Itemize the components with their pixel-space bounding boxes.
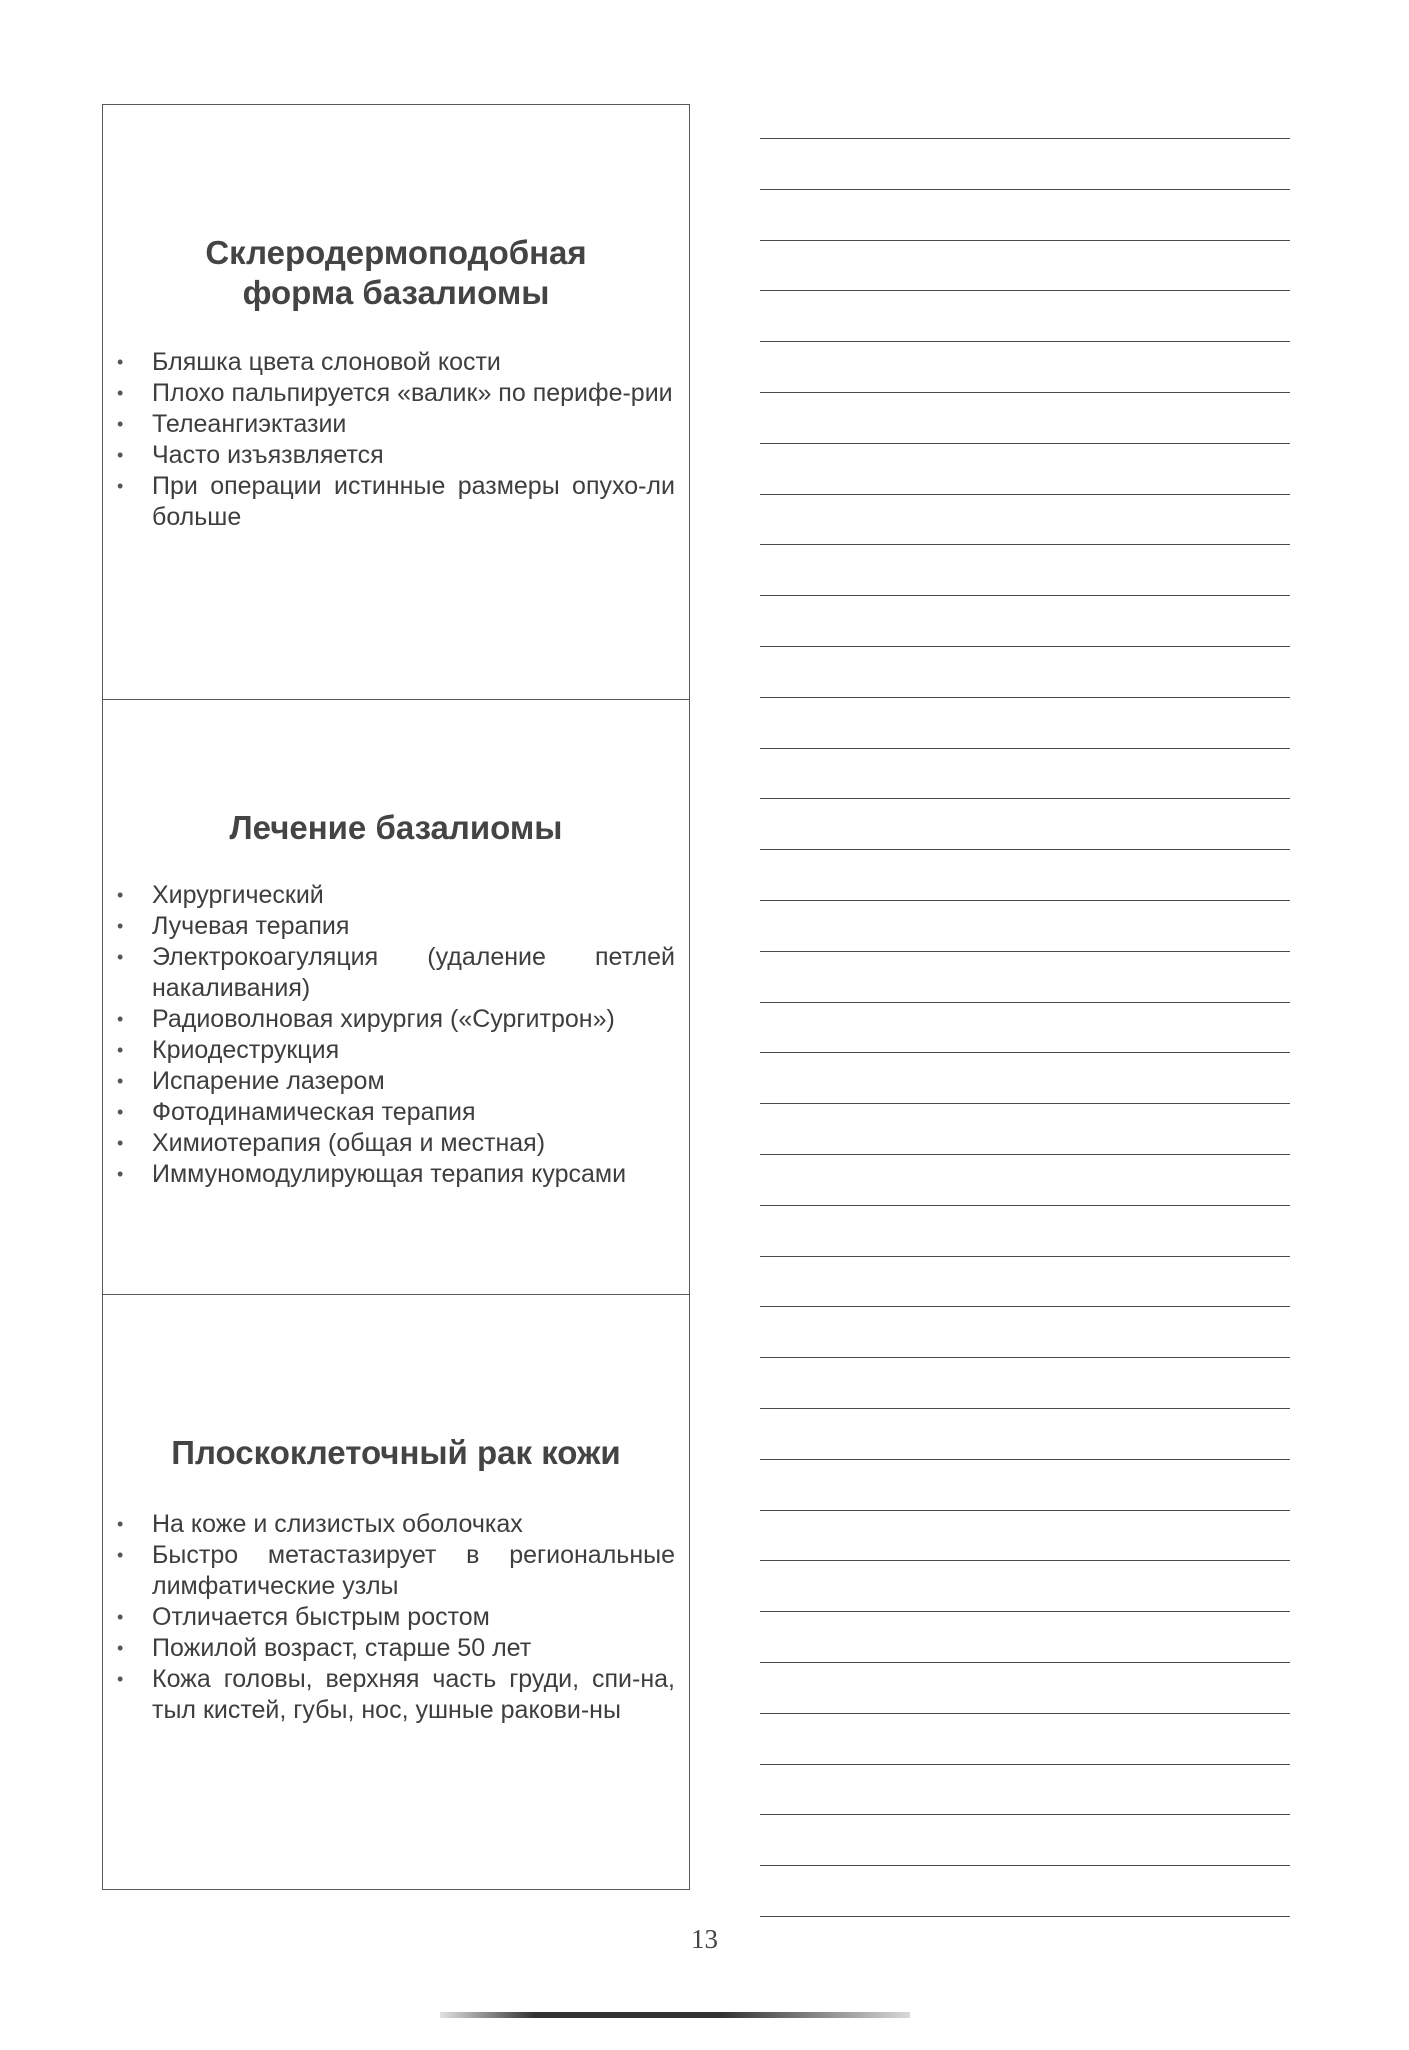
note-line	[760, 1764, 1290, 1765]
slide-title: Лечение базалиомы	[229, 809, 563, 846]
bullet-item: • Бляшка цвета слоновой кости	[152, 347, 675, 378]
note-line	[760, 1814, 1290, 1815]
bullet-item: • Плохо пальпируется «валик» по перифе-рии	[152, 378, 675, 409]
bullet-list	[103, 880, 689, 1190]
note-line	[760, 900, 1290, 901]
note-line	[760, 1865, 1290, 1866]
bullet-item: • Кожа головы, верхняя часть груди, спи-на, тыл кистей, губы, нос, ушные ракови-ны	[152, 1664, 675, 1726]
note-line	[760, 1408, 1290, 1409]
note-line	[760, 138, 1290, 139]
note-line	[760, 798, 1290, 799]
note-line	[760, 1052, 1290, 1053]
bullet-item: • Отличается быстрым ростом	[152, 1602, 675, 1633]
note-line	[760, 392, 1290, 393]
note-line	[760, 1256, 1290, 1257]
slide-squamous-cell-carcinoma	[103, 1294, 689, 1891]
slide-title: Плоскоклеточный рак кожи	[171, 1434, 621, 1471]
note-line	[760, 646, 1290, 647]
bullet-list	[103, 347, 689, 533]
note-line	[760, 1916, 1290, 1917]
slide-basalioma-treatment	[103, 699, 689, 1294]
note-line	[760, 849, 1290, 850]
bullet-item: • Пожилой возраст, старше 50 лет	[152, 1633, 675, 1664]
note-line	[760, 1002, 1290, 1003]
bullet-item: • Химиотерапия (общая и местная)	[152, 1128, 675, 1159]
bullet-item: • На коже и слизистых оболочках	[152, 1509, 675, 1540]
scan-artifact	[440, 2012, 910, 2018]
note-line	[760, 595, 1290, 596]
bullet-item: • Фотодинамическая терапия	[152, 1097, 675, 1128]
note-line	[760, 1560, 1290, 1561]
bullet-item: • Быстро метастазирует в региональные лимфатические узлы	[152, 1540, 675, 1602]
note-line	[760, 748, 1290, 749]
bullet-item: • Лучевая терапия	[152, 911, 675, 942]
bullet-item: • Радиоволновая хирургия («Сургитрон»)	[152, 1004, 675, 1035]
note-line	[760, 1713, 1290, 1714]
note-line	[760, 290, 1290, 291]
slide-sclerodermiform-basalioma	[103, 105, 689, 699]
bullet-item: • При операции истинные размеры опухо-ли больше	[152, 471, 675, 533]
note-line	[760, 1306, 1290, 1307]
slide-title: Склеродермоподобная форма базалиомы	[205, 234, 587, 311]
note-line	[760, 494, 1290, 495]
note-line	[760, 1510, 1290, 1511]
note-line	[760, 1662, 1290, 1663]
note-line	[760, 1103, 1290, 1104]
bullet-item: • Иммуномодулирующая терапия курсами	[152, 1159, 675, 1190]
note-line	[760, 697, 1290, 698]
bullet-item: • Криодеструкция	[152, 1035, 675, 1066]
bullet-list	[103, 1509, 689, 1726]
note-line	[760, 951, 1290, 952]
bullet-item: • Испарение лазером	[152, 1066, 675, 1097]
bullet-item: • Электрокоагуляция (удаление петлей накаливания)	[152, 942, 675, 1004]
note-line	[760, 1611, 1290, 1612]
note-line	[760, 443, 1290, 444]
note-line	[760, 1357, 1290, 1358]
notes-lines-area	[760, 0, 1290, 1900]
note-line	[760, 1459, 1290, 1460]
note-line	[760, 240, 1290, 241]
note-line	[760, 341, 1290, 342]
note-line	[760, 1205, 1290, 1206]
slides-column	[102, 104, 690, 1890]
note-line	[760, 1154, 1290, 1155]
page-number: 13	[691, 1924, 718, 1954]
bullet-item: • Хирургический	[152, 880, 675, 911]
note-line	[760, 544, 1290, 545]
bullet-item: • Часто изъязвляется	[152, 440, 675, 471]
note-line	[760, 189, 1290, 190]
bullet-item: • Телеангиэктазии	[152, 409, 675, 440]
